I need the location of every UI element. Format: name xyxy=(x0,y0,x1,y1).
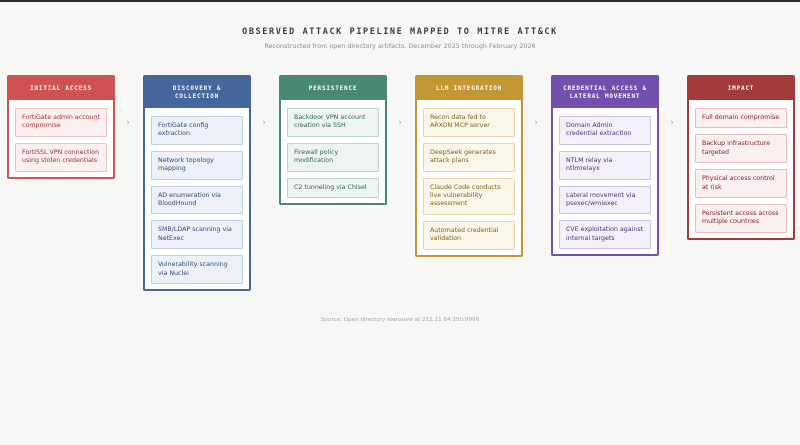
stage-header: INITIAL ACCESS xyxy=(9,77,113,100)
technique-item: FortiSSL VPN connection using stolen credentials xyxy=(15,143,107,172)
stage-items xyxy=(9,100,113,172)
stage-items xyxy=(281,100,385,198)
technique-item: Automated credential validation xyxy=(423,221,515,250)
stage-llm-integration xyxy=(415,75,523,257)
technique-item: Network topology mapping xyxy=(151,151,243,180)
technique-item: DeepSeek generates attack plans xyxy=(423,143,515,172)
technique-item: Firewall policy modification xyxy=(287,143,379,172)
technique-item: AD enumeration via BloodHound xyxy=(151,186,243,215)
stage-header: CREDENTIAL ACCESS & LATERAL MOVEMENT xyxy=(553,77,657,108)
stage-discovery-and-collection xyxy=(143,75,251,291)
top-rule xyxy=(0,0,800,2)
technique-item: Claude Code conducts live vulnerability assessment xyxy=(423,178,515,215)
source-note: Source: Open directory exposure at 212.11.64.250:9999 xyxy=(320,317,480,323)
technique-item: Lateral movement via psexec/wmiexec xyxy=(559,186,651,215)
technique-item: FortiGate admin account compromise xyxy=(15,108,107,137)
stage-impact xyxy=(687,75,795,240)
stage-header: IMPACT xyxy=(689,77,793,100)
technique-item: Backup infrastructure targeted xyxy=(695,134,787,163)
stage-items xyxy=(553,108,657,249)
chevron-right-icon: › xyxy=(262,118,266,128)
chevron-right-icon: › xyxy=(398,118,402,128)
chevron-right-icon: › xyxy=(670,118,674,128)
stage-items xyxy=(417,100,521,250)
chevron-right-icon: › xyxy=(534,118,538,128)
chevron-right-icon: › xyxy=(126,118,130,128)
stage-header: PERSISTENCE xyxy=(281,77,385,100)
technique-item: Persistent access across multiple countries xyxy=(695,204,787,233)
stage-header: DISCOVERY & COLLECTION xyxy=(145,77,249,108)
technique-item: C2 tunneling via Chisel xyxy=(287,178,379,198)
technique-item: Backdoor VPN account creation via SSH xyxy=(287,108,379,137)
technique-item: FortiGate config extraction xyxy=(151,116,243,145)
stage-items xyxy=(145,108,249,284)
technique-item: Vulnerability scanning via Nuclei xyxy=(151,255,243,284)
stage-header: LLM INTEGRATION xyxy=(417,77,521,100)
stage-persistence xyxy=(279,75,387,205)
stage-credential-access-and-lateral-movement xyxy=(551,75,659,256)
technique-item: Recon data fed to ARXON MCP server xyxy=(423,108,515,137)
technique-item: Domain Admin credential extraction xyxy=(559,116,651,145)
technique-item: Physical access control at risk xyxy=(695,169,787,198)
stage-items xyxy=(689,100,793,233)
diagram-subtitle: Reconstructed from open directory artifacts, December 2025 through February 2026 xyxy=(264,42,536,50)
technique-item: CVE exploitation against internal targets xyxy=(559,220,651,249)
technique-item: Full domain compromise xyxy=(695,108,787,128)
diagram-title: OBSERVED ATTACK PIPELINE MAPPED TO MITRE ATT&CK xyxy=(242,27,558,37)
technique-item: SMB/LDAP scanning via NetExec xyxy=(151,220,243,249)
technique-item: NTLM relay via ntlmrelayx xyxy=(559,151,651,180)
stage-initial-access xyxy=(7,75,115,179)
